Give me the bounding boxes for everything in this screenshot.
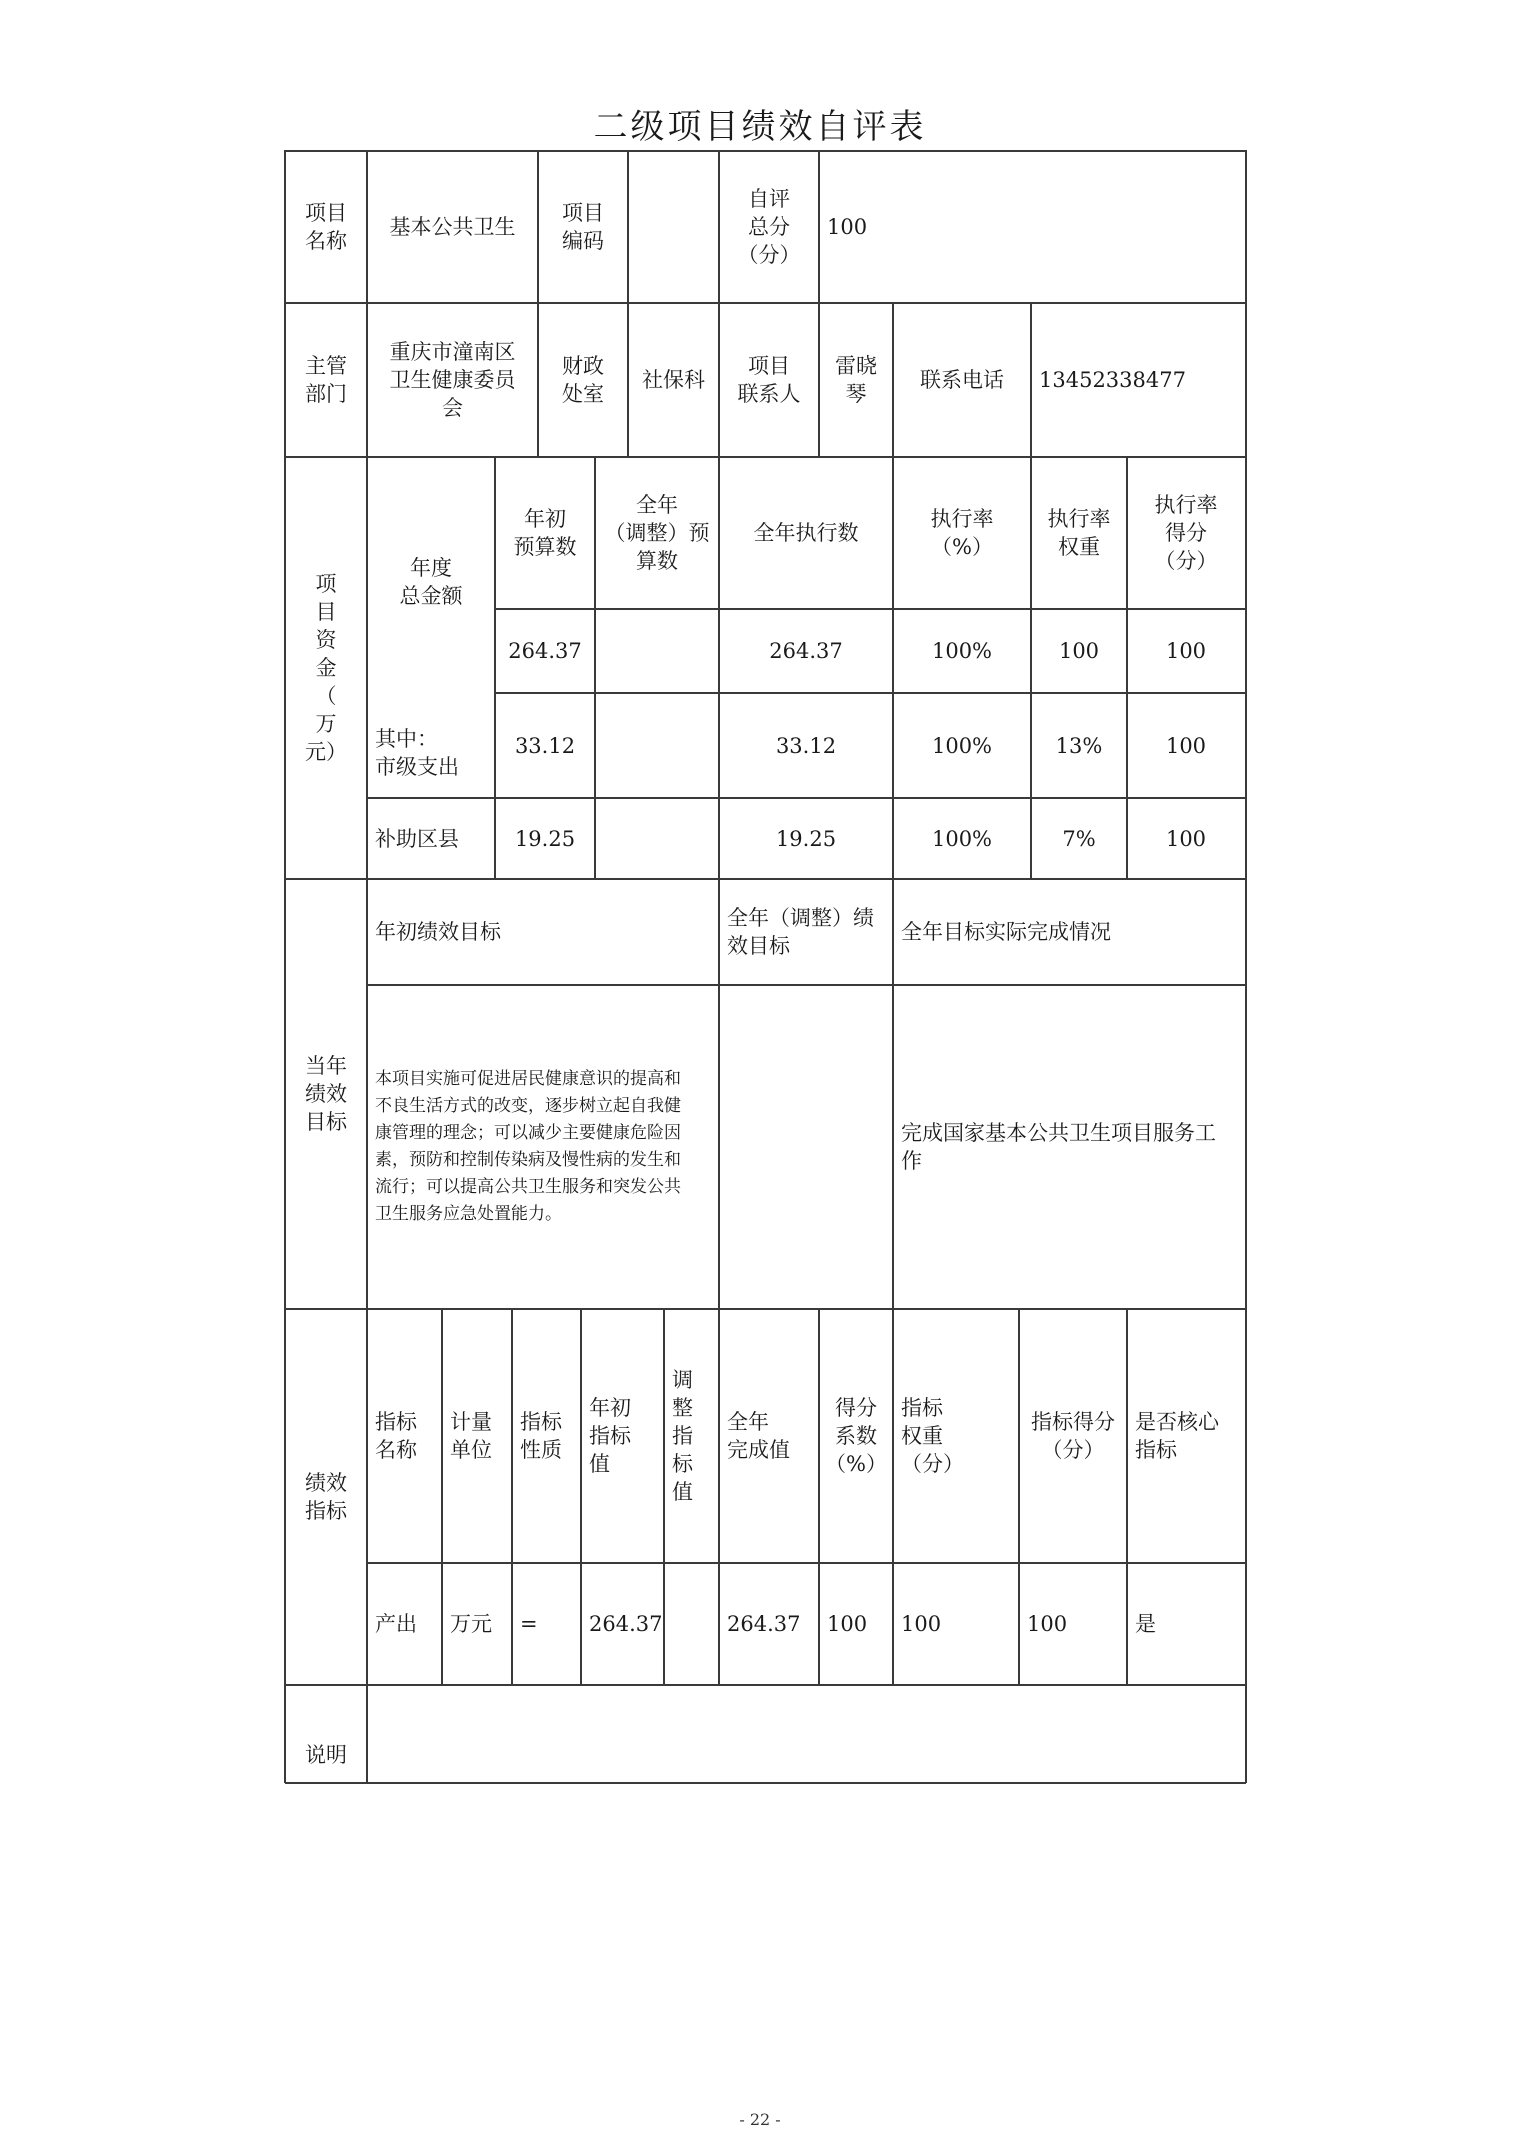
phone-value: 13452338477 — [1039, 367, 1186, 392]
funding-row-score: 100 — [1165, 826, 1207, 851]
goals-adjusted-header: 全年（调整）绩 效目标 — [727, 905, 874, 958]
self-score-label: 自评 总分 （分） — [737, 186, 801, 267]
project-code-value — [628, 150, 719, 303]
funding-row-adjusted — [595, 609, 719, 693]
indicator-cell-name: 产出 — [375, 1612, 417, 1636]
self-score-value: 100 — [827, 214, 868, 239]
indicators-section-label: 绩效 指标 — [305, 1470, 347, 1523]
contact-person-label: 项目 联系人 — [737, 353, 801, 406]
funding-row-adjusted — [595, 693, 719, 798]
page-number: - 22 - — [739, 2110, 781, 2129]
funding-row-adjusted — [595, 798, 719, 879]
funding-header-total: 年度 总金额 — [399, 556, 463, 608]
funding-row-initial: 33.12 — [514, 733, 576, 758]
funding-row-executed: 264.37 — [769, 639, 843, 663]
funding-row-score: 100 — [1165, 733, 1207, 758]
funding-row-executed: 19.25 — [775, 826, 837, 851]
indicator-header-core: 是否核心 指标 — [1135, 1409, 1219, 1462]
funding-row-weight: 7% — [1062, 826, 1096, 851]
funding-row-label: 补助区县 — [375, 826, 459, 851]
indicator-cell-coefficient: 100 — [827, 1612, 868, 1636]
funding-header-rate: 执行率 （%） — [930, 506, 994, 559]
funding-section-label: 项 目 资 金 （ 万 元） — [305, 571, 347, 764]
indicator-cell-unit: 万元 — [450, 1612, 492, 1636]
indicator-cell-nature: = — [520, 1612, 538, 1636]
funding-header-weight: 执行率 权重 — [1047, 506, 1111, 559]
indicator-cell-core: 是 — [1135, 1612, 1156, 1636]
indicator-header-initial: 年初 指标 值 — [589, 1395, 631, 1476]
funding-row-label: 其中： 市级支出 — [375, 727, 459, 779]
notes-label: 说明 — [305, 1743, 347, 1767]
indicator-header-completed: 全年 完成值 — [727, 1409, 790, 1462]
indicator-header-nature: 指标 性质 — [520, 1409, 562, 1462]
funding-header-initial: 年初 预算数 — [513, 506, 577, 559]
indicator-header-adjusted: 调 整 指 标 值 — [672, 1367, 693, 1504]
indicator-header-unit: 计量 单位 — [450, 1409, 492, 1462]
indicator-cell-adjusted — [664, 1563, 719, 1685]
funding-row-rate: 100% — [931, 826, 993, 851]
funding-row-weight: 13% — [1055, 733, 1103, 758]
goals-adjusted-text — [719, 985, 893, 1309]
goals-actual-header: 全年目标实际完成情况 — [901, 919, 1111, 944]
contact-person-value: 雷晓 琴 — [835, 353, 877, 406]
finance-division-label: 财政 处室 — [562, 353, 604, 406]
funding-header-adjusted: 全年 （调整）预 算数 — [604, 492, 710, 573]
funding-row-weight: 100 — [1058, 639, 1100, 663]
goals-section-label: 当年 绩效 目标 — [305, 1053, 347, 1134]
funding-row-score: 100 — [1165, 639, 1207, 663]
goals-actual-text: 完成国家基本公共卫生项目服务工 作 — [901, 1121, 1216, 1173]
funding-row-rate: 100% — [931, 733, 993, 758]
indicator-cell-weight: 100 — [901, 1612, 942, 1636]
goals-initial-text: 本项目实施可促进居民健康意识的提高和 不良生活方式的改变，逐步树立起自我健 康管理的理念；可以减少主要健康危险因 素，预防和控制传染病及慢性病的发生和 流行；可以提高公共卫生服务和突发公共 卫生服务应急处置能力。 — [375, 1069, 681, 1224]
project-name-value: 基本公共卫生 — [389, 214, 516, 239]
funding-row-initial: 19.25 — [514, 826, 576, 851]
indicator-header-weight: 指标 权重 （分） — [901, 1395, 964, 1476]
indicator-cell-score: 100 — [1027, 1612, 1068, 1636]
goals-initial-header: 年初绩效目标 — [375, 919, 501, 944]
funding-header-score: 执行率 得分 （分） — [1154, 492, 1218, 573]
funding-header-executed: 全年执行数 — [753, 520, 859, 545]
notes-value — [367, 1685, 1245, 1783]
funding-row-rate: 100% — [931, 639, 993, 663]
phone-label: 联系电话 — [920, 367, 1004, 392]
department-name: 重庆市潼南区 卫生健康委员 会 — [389, 339, 516, 420]
table-border — [1245, 150, 1247, 1783]
funding-row-executed: 33.12 — [775, 733, 837, 758]
indicator-header-coefficient: 得分 系数 （%） — [825, 1395, 887, 1476]
document-title: 二级项目绩效自评表 — [593, 107, 927, 147]
funding-row-initial: 264.37 — [508, 639, 582, 663]
indicator-cell-completed: 264.37 — [727, 1612, 801, 1636]
indicator-header-score: 指标得分 （分） — [1031, 1409, 1115, 1462]
indicator-cell-initial: 264.37 — [589, 1612, 663, 1636]
department-label: 主管 部门 — [305, 353, 347, 406]
finance-division-value: 社保科 — [642, 367, 705, 392]
project-name-label: 项目 名称 — [305, 200, 347, 253]
indicator-header-name: 指标 名称 — [375, 1409, 417, 1462]
project-code-label: 项目 编码 — [562, 200, 604, 253]
